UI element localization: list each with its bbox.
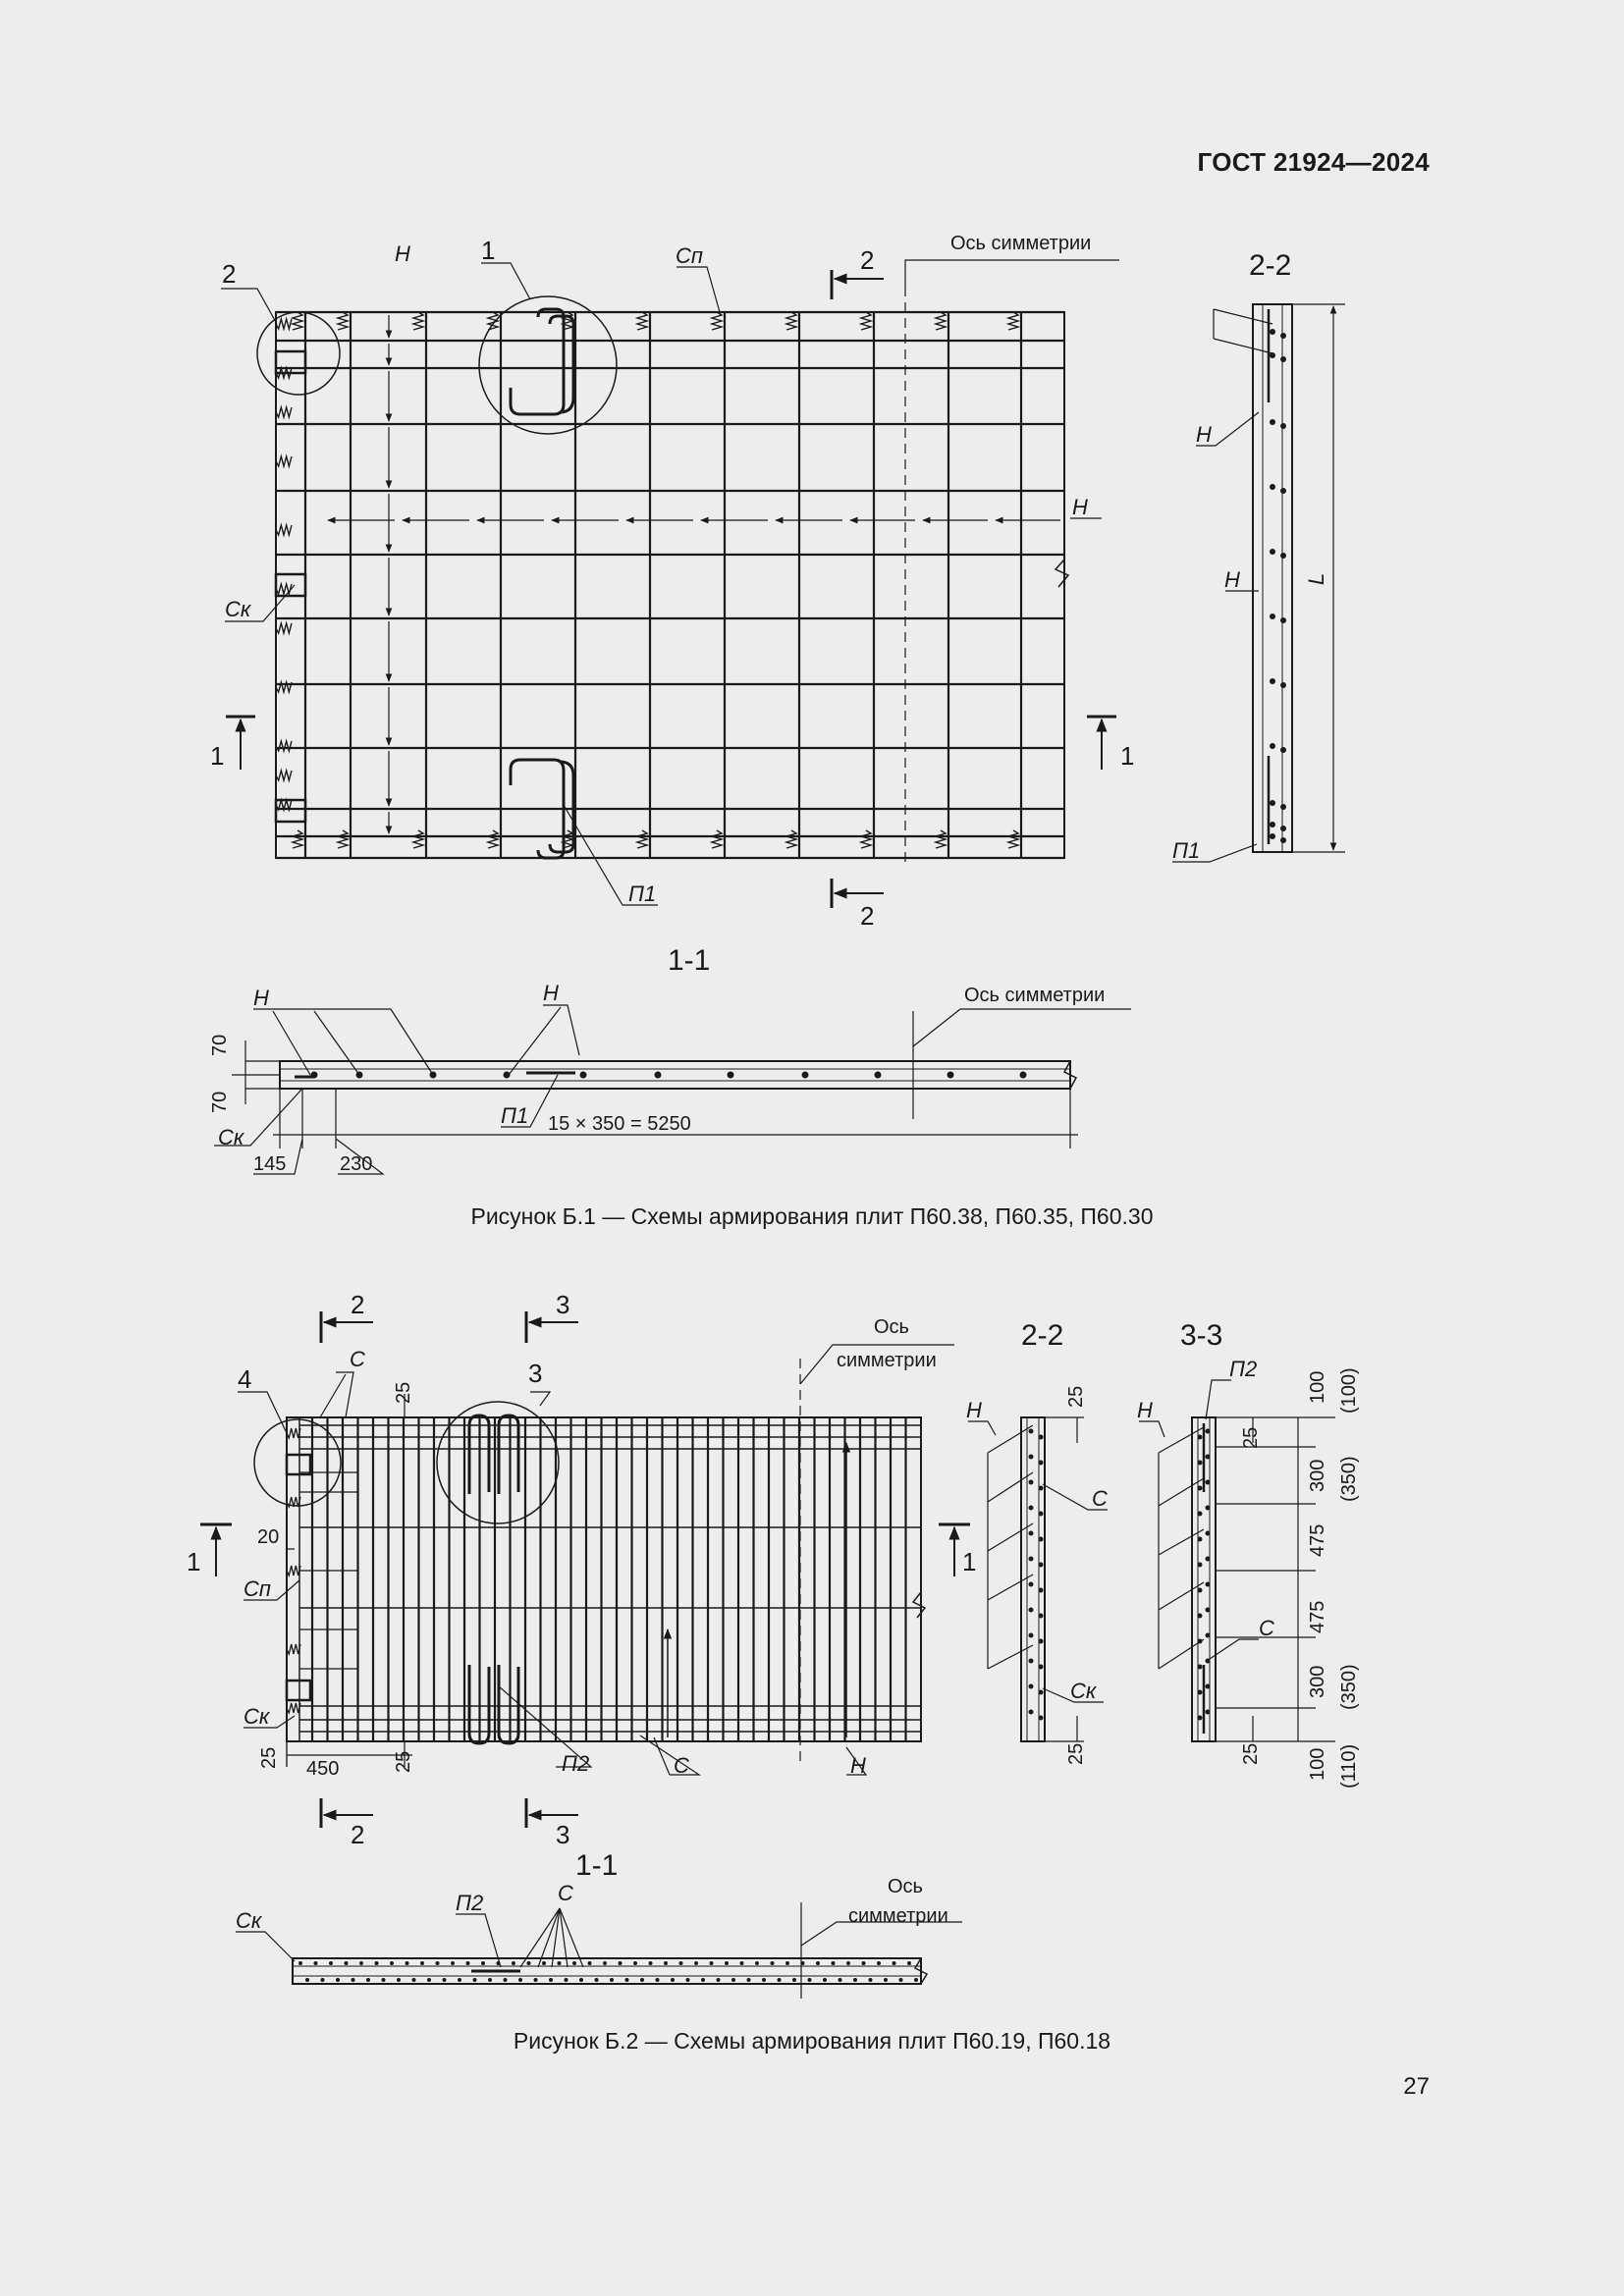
rebar-dot xyxy=(717,1978,721,1982)
s11-label-axis: Ось симметрии xyxy=(964,985,1106,1006)
rebar-dot xyxy=(458,1978,461,1982)
rebar-dot xyxy=(1280,826,1286,831)
fig2-cut1-right: 1 xyxy=(962,1547,977,1576)
rebar-dot xyxy=(1206,1582,1211,1587)
fig1-section-2-2 xyxy=(1172,249,1345,863)
cut-2-top-label: 2 xyxy=(860,245,875,275)
zigzag-wire xyxy=(413,830,423,848)
section-1-1-title: 1-1 xyxy=(668,944,711,977)
rebar-dot xyxy=(412,1978,416,1982)
fig2-s33-h: Н xyxy=(1137,1398,1153,1422)
fig2-s33-d100-top-alt: (100) xyxy=(1338,1367,1360,1414)
fig2-cut3-bottom: 3 xyxy=(556,1820,570,1849)
fig2-cut2-top: 2 xyxy=(351,1290,365,1319)
rebar-dot xyxy=(1270,419,1275,425)
zigzag-wire xyxy=(637,312,647,330)
rebar-dot xyxy=(701,1978,705,1982)
rebar-dot xyxy=(1029,1429,1034,1434)
rebar-dot xyxy=(1029,1608,1034,1613)
zigzag-wire xyxy=(276,623,292,633)
rebar-dot xyxy=(899,1978,903,1982)
rebar-dot xyxy=(603,1961,607,1965)
rebar-dot xyxy=(728,1072,734,1079)
fig2-cut3-top: 3 xyxy=(556,1290,570,1319)
rebar-dot xyxy=(588,1961,592,1965)
label-axis-symmetry: Ось симметрии xyxy=(950,233,1092,254)
rebar-dot xyxy=(359,1961,363,1965)
rebar-dot xyxy=(1039,1639,1044,1644)
rebar-dot xyxy=(664,1961,668,1965)
rebar-dot xyxy=(914,1978,918,1982)
fig2-cut2-bottom: 2 xyxy=(351,1820,365,1849)
rebar-dot xyxy=(808,1978,812,1982)
rebar-dot xyxy=(427,1978,431,1982)
rebar-dot xyxy=(321,1978,325,1982)
rebar-dot xyxy=(832,1961,836,1965)
fig2-s22-dim25-bottom: 25 xyxy=(1065,1742,1087,1765)
fig2-label-p2: П2 xyxy=(562,1751,590,1776)
rebar-dot xyxy=(1270,833,1275,839)
zigzag-wire xyxy=(936,312,946,330)
rebar-dot xyxy=(877,1961,881,1965)
rebar-dot xyxy=(1039,1665,1044,1670)
zigzag-wire xyxy=(338,830,348,848)
s11-dim70-bottom: 70 xyxy=(209,1091,231,1113)
rebar-dot xyxy=(436,1961,440,1965)
zigzag-wire xyxy=(287,1428,300,1438)
label-sp: Сп xyxy=(676,243,703,268)
rebar-dot xyxy=(1270,743,1275,749)
rebar-dot xyxy=(1039,1461,1044,1466)
rebar-dot xyxy=(534,1978,538,1982)
rebar-dot xyxy=(771,1961,775,1965)
rebar-dot xyxy=(1270,800,1275,806)
rebar-dot xyxy=(1029,1531,1034,1536)
rebar-dot xyxy=(1029,1582,1034,1587)
rebar-dot xyxy=(853,1978,857,1982)
zigzag-wire xyxy=(276,456,292,466)
rebar-dot xyxy=(610,1978,614,1982)
fig2-s33-d300-bot: 300 xyxy=(1307,1665,1328,1698)
rebar-dot xyxy=(1206,1480,1211,1485)
zigzag-wire xyxy=(413,312,423,330)
rebar-dot xyxy=(1198,1537,1203,1542)
fig2-section-3-3 xyxy=(1137,1319,1360,1789)
rebar-dot xyxy=(1039,1435,1044,1440)
section-2-2-title: 2-2 xyxy=(1249,249,1292,282)
rebar-dot xyxy=(1039,1614,1044,1619)
fig2-s22-c: С xyxy=(1092,1486,1108,1511)
rebar-dot xyxy=(846,1961,850,1965)
rebar-dot xyxy=(580,1072,587,1079)
rebar-dot xyxy=(747,1978,751,1982)
rebar-dot xyxy=(1270,484,1275,490)
fig2-section-2-2 xyxy=(966,1319,1108,1765)
s11-dim145: 145 xyxy=(253,1153,287,1175)
rebar-dot xyxy=(572,1961,576,1965)
fig2-s33-d25-bot: 25 xyxy=(1240,1742,1262,1765)
s11-label-h-left: Н xyxy=(253,986,269,1010)
rebar-dot xyxy=(1198,1690,1203,1695)
rebar-dot xyxy=(679,1961,683,1965)
fig2-s33-d475-a: 475 xyxy=(1307,1523,1328,1557)
zigzag-wire xyxy=(488,830,498,848)
rebar-dot xyxy=(762,1978,766,1982)
rebar-dot xyxy=(1280,747,1286,753)
rebar-dot xyxy=(527,1961,531,1965)
rebar-dot xyxy=(397,1978,401,1982)
zigzag-wire xyxy=(276,319,292,329)
rebar-dot xyxy=(1198,1512,1203,1517)
rebar-dot xyxy=(518,1978,522,1982)
fig2-cut1-left: 1 xyxy=(187,1547,201,1576)
rebar-dot xyxy=(907,1961,911,1965)
fig2-s11-axis-line2: симметрии xyxy=(848,1905,948,1927)
rebar-dot xyxy=(1039,1563,1044,1568)
rebar-dot xyxy=(1280,553,1286,559)
s11-label-p1: П1 xyxy=(501,1103,529,1128)
fig2-s33-d25-top: 25 xyxy=(1240,1426,1262,1449)
s11-spacing: 15 × 350 = 5250 xyxy=(548,1113,691,1135)
rebar-dot xyxy=(345,1961,349,1965)
zigzag-wire xyxy=(786,830,796,848)
fig1-section-1-1 xyxy=(209,944,1131,1175)
fig2-s11-p2: П2 xyxy=(456,1891,484,1915)
rebar-dot xyxy=(785,1961,789,1965)
rebar-dot xyxy=(1206,1531,1211,1536)
figure-1-caption: Рисунок Б.1 — Схемы армирования плит П60.38, П60.35, П60.30 xyxy=(470,1203,1154,1229)
rebar-dot xyxy=(792,1978,796,1982)
fig2-s22-title: 2-2 xyxy=(1021,1319,1064,1352)
rebar-dot xyxy=(1029,1480,1034,1485)
rebar-dot xyxy=(1280,682,1286,688)
rebar-dot xyxy=(1198,1716,1203,1721)
rebar-dot xyxy=(1270,822,1275,828)
fig2-label-c-bottom: С xyxy=(674,1753,689,1778)
rebar-dot xyxy=(1206,1710,1211,1715)
fig2-s33-p2: П2 xyxy=(1229,1357,1258,1381)
label-h-top: Н xyxy=(395,241,410,266)
rebar-dot xyxy=(655,1072,662,1079)
fig2-axis-line1: Ось xyxy=(874,1316,909,1338)
fig2-s11-axis-line1: Ось xyxy=(888,1876,923,1897)
rebar-dot xyxy=(1206,1429,1211,1434)
rebar-dot xyxy=(802,1072,809,1079)
cut-1-right-label: 1 xyxy=(1120,741,1135,771)
rebar-dot xyxy=(1198,1588,1203,1593)
rebar-dot xyxy=(1198,1486,1203,1491)
fig2-s33-d300-bot-alt: (350) xyxy=(1338,1664,1360,1710)
fig2-label-c-top: С xyxy=(350,1347,365,1371)
rebar-dot xyxy=(565,1978,568,1982)
zigzag-wire xyxy=(338,312,348,330)
rebar-dot xyxy=(382,1978,386,1982)
zigzag-wire xyxy=(276,800,292,810)
rebar-dot xyxy=(875,1072,882,1079)
fig2-s11-c: С xyxy=(558,1881,573,1905)
cut-1-left-label: 1 xyxy=(210,741,225,771)
fig2-s11-title: 1-1 xyxy=(575,1849,619,1882)
fig2-s33-d100-top: 100 xyxy=(1307,1370,1328,1404)
rebar-dot xyxy=(1039,1716,1044,1721)
s22-label-L: L xyxy=(1304,572,1328,585)
label-p1: П1 xyxy=(628,881,657,906)
fig2-axis-line2: симметрии xyxy=(837,1350,937,1371)
fig2-s22-dim25-top: 25 xyxy=(1065,1385,1087,1408)
rebar-dot xyxy=(1029,1659,1034,1664)
fig2-dim25-bottom: 25 xyxy=(393,1750,414,1773)
rebar-dot xyxy=(1039,1537,1044,1542)
rebar-dot xyxy=(656,1978,660,1982)
rebar-dot xyxy=(298,1961,302,1965)
rebar-dot xyxy=(466,1961,470,1965)
callout-2-label: 2 xyxy=(222,259,237,289)
rebar-dot xyxy=(1029,1557,1034,1562)
rebar-dot xyxy=(329,1961,333,1965)
rebar-dot xyxy=(1198,1435,1203,1440)
rebar-dot xyxy=(1270,549,1275,555)
fig2-callout4: 4 xyxy=(238,1364,252,1394)
zigzag-wire xyxy=(1008,830,1018,848)
rebar-dot xyxy=(1206,1608,1211,1613)
fig2-label-sk: Ск xyxy=(244,1704,270,1729)
rebar-dot xyxy=(649,1961,653,1965)
rebar-dot xyxy=(1198,1461,1203,1466)
rebar-dot xyxy=(1020,1072,1027,1079)
fig2-dim25-top: 25 xyxy=(393,1381,414,1404)
fig2-s33-d100-bot: 100 xyxy=(1307,1747,1328,1781)
rebar-dot xyxy=(595,1978,599,1982)
zigzag-wire xyxy=(293,830,302,848)
rebar-dot xyxy=(504,1978,508,1982)
zigzag-wire xyxy=(287,1566,300,1575)
rebar-dot xyxy=(947,1072,954,1079)
rebar-dot xyxy=(893,1961,896,1965)
zigzag-wire xyxy=(1008,312,1018,330)
zigzag-wire xyxy=(712,312,722,330)
rebar-dot xyxy=(1270,614,1275,619)
zigzag-wire xyxy=(786,312,796,330)
rebar-dot xyxy=(1029,1710,1034,1715)
zigzag-wire xyxy=(276,407,292,417)
rebar-dot xyxy=(1206,1557,1211,1562)
rebar-dot xyxy=(1280,617,1286,623)
zigzag-wire xyxy=(637,830,647,848)
rebar-dot xyxy=(1270,678,1275,684)
page-number: 27 xyxy=(1403,2073,1430,2100)
rebar-dot xyxy=(512,1961,515,1965)
zigzag-wire xyxy=(276,584,292,594)
fig2-s22-sk: Ск xyxy=(1070,1679,1097,1703)
fig2-callout3: 3 xyxy=(528,1359,543,1388)
rebar-dot xyxy=(1280,488,1286,494)
s11-dim230: 230 xyxy=(340,1153,373,1175)
rebar-dot xyxy=(619,1961,623,1965)
rebar-dot xyxy=(1280,837,1286,843)
s22-label-p1: П1 xyxy=(1172,838,1201,863)
fig2-label-h: Н xyxy=(850,1753,866,1778)
rebar-dot xyxy=(1029,1684,1034,1689)
rebar-dot xyxy=(778,1978,782,1982)
fig1-plan-view xyxy=(210,233,1134,931)
rebar-dot xyxy=(640,1978,644,1982)
rebar-dot xyxy=(884,1978,888,1982)
rebar-dot xyxy=(443,1978,447,1982)
rebar-dot xyxy=(336,1978,340,1982)
rebar-dot xyxy=(1206,1659,1211,1664)
zigzag-wire xyxy=(287,1703,300,1713)
zigzag-wire xyxy=(276,741,292,751)
fig2-s11-sk: Ск xyxy=(236,1908,262,1933)
rebar-dot xyxy=(1029,1455,1034,1460)
fig2-label-sp: Сп xyxy=(244,1576,271,1601)
rebar-dot xyxy=(725,1961,729,1965)
zigzag-wire xyxy=(712,830,722,848)
rebar-dot xyxy=(366,1978,370,1982)
s22-label-h1: Н xyxy=(1196,422,1212,447)
rebar-dot xyxy=(1029,1506,1034,1511)
rebar-dot xyxy=(816,1961,820,1965)
rebar-dot xyxy=(710,1961,714,1965)
fig2-dim20: 20 xyxy=(257,1526,280,1548)
cut-2-bottom-label: 2 xyxy=(860,901,875,931)
fig2-s33-d100-bot-alt: (110) xyxy=(1338,1743,1360,1789)
fig2-dim25-left: 25 xyxy=(258,1746,280,1769)
label-sk: Ск xyxy=(225,597,251,621)
s11-label-sk: Ск xyxy=(218,1125,244,1149)
lifting-loop-top xyxy=(511,309,573,414)
fig2-plan-view xyxy=(187,1290,976,1849)
fig2-s33-c: С xyxy=(1259,1616,1274,1640)
rebar-dot xyxy=(731,1978,735,1982)
rebar-dot xyxy=(1280,804,1286,810)
rebar-dot xyxy=(1198,1665,1203,1670)
rebar-dot xyxy=(1270,329,1275,335)
rebar-dot xyxy=(406,1961,409,1965)
s11-label-h-mid: Н xyxy=(543,981,559,1005)
rebar-dot xyxy=(1039,1512,1044,1517)
rebar-dot xyxy=(839,1978,842,1982)
rebar-dot xyxy=(1206,1633,1211,1638)
rebar-dot xyxy=(671,1978,675,1982)
document-code: ГОСТ 21924—2024 xyxy=(1197,147,1430,177)
rebar-dot xyxy=(481,1961,485,1965)
zigzag-wire xyxy=(276,771,292,780)
rebar-dot xyxy=(314,1961,318,1965)
rebar-dot xyxy=(1039,1690,1044,1695)
zigzag-wire xyxy=(488,312,498,330)
rebar-dot xyxy=(823,1978,827,1982)
fig2-s33-d475-b: 475 xyxy=(1307,1600,1328,1633)
fig2-dim450: 450 xyxy=(306,1758,340,1780)
rebar-dot xyxy=(375,1961,379,1965)
rebar-dot xyxy=(1280,333,1286,339)
rebar-dot xyxy=(305,1978,309,1982)
fig2-s33-d300-top: 300 xyxy=(1307,1459,1328,1492)
fig2-s22-h: Н xyxy=(966,1398,982,1422)
rebar-dot xyxy=(549,1978,553,1982)
rebar-dot xyxy=(740,1961,744,1965)
rebar-dot xyxy=(694,1961,698,1965)
rebar-dot xyxy=(542,1961,546,1965)
fig2-s33-d300-top-alt: (350) xyxy=(1338,1456,1360,1502)
zigzag-wire xyxy=(861,830,871,848)
rebar-dot xyxy=(686,1978,690,1982)
figure-2-caption: Рисунок Б.2 — Схемы армирования плит П60.19, П60.18 xyxy=(513,2028,1111,2054)
label-h-right: Н xyxy=(1072,495,1088,519)
zigzag-wire xyxy=(936,830,946,848)
rebar-dot xyxy=(488,1978,492,1982)
rebar-dot xyxy=(625,1978,629,1982)
rebar-dot xyxy=(579,1978,583,1982)
callout-1-label: 1 xyxy=(481,236,496,265)
rebar-dot xyxy=(1198,1563,1203,1568)
fig2-s33-title: 3-3 xyxy=(1180,1319,1223,1352)
rebar-dot xyxy=(451,1961,455,1965)
rebar-dot xyxy=(869,1978,873,1982)
rebar-dot xyxy=(1206,1455,1211,1460)
detail-circle-2 xyxy=(257,312,340,395)
rebar-dot xyxy=(390,1961,394,1965)
rebar-dot xyxy=(473,1978,477,1982)
s11-dim70-top: 70 xyxy=(209,1034,231,1056)
zigzag-wire xyxy=(293,312,302,330)
rebar-dot xyxy=(755,1961,759,1965)
rebar-dot xyxy=(558,1961,562,1965)
rebar-dot xyxy=(1039,1588,1044,1593)
s22-label-h2: Н xyxy=(1224,567,1240,592)
rebar-dot xyxy=(1206,1506,1211,1511)
rebar-dot xyxy=(1029,1633,1034,1638)
rebar-dot xyxy=(420,1961,424,1965)
zigzag-wire xyxy=(287,1644,300,1654)
rebar-dot xyxy=(862,1961,866,1965)
fig2-section-1-1 xyxy=(236,1849,962,1999)
rebar-dot xyxy=(633,1961,637,1965)
zigzag-wire xyxy=(276,525,292,535)
rebar-dot xyxy=(1280,423,1286,429)
zigzag-wire xyxy=(861,312,871,330)
rebar-dot xyxy=(1280,356,1286,362)
rebar-dot xyxy=(352,1978,355,1982)
rebar-dot xyxy=(1039,1486,1044,1491)
rebar-dot xyxy=(1198,1614,1203,1619)
rebar-dot xyxy=(1206,1684,1211,1689)
rebar-dot xyxy=(311,1072,318,1079)
